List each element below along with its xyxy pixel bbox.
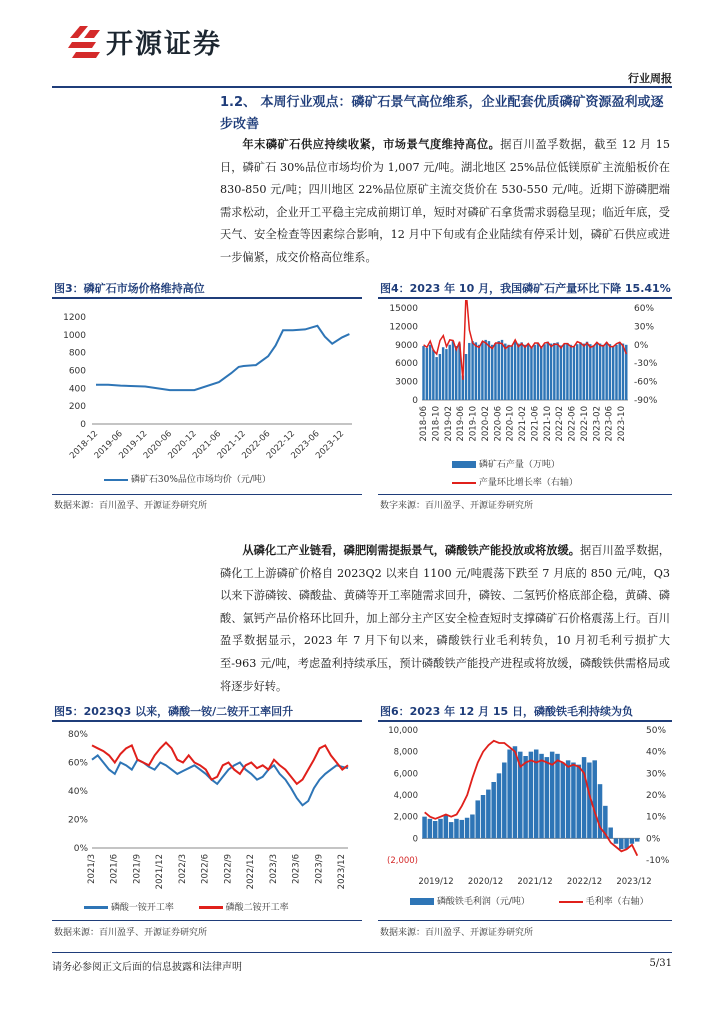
- y-tick-label: 20%: [646, 791, 667, 801]
- x-tick-label: 2023/9: [314, 854, 325, 884]
- bar-production: [468, 343, 470, 400]
- bar-production: [517, 344, 519, 400]
- x-tick-label: 2022-12: [264, 428, 298, 462]
- legend-line-swatch: [199, 906, 223, 909]
- x-tick-label: 2018-06: [419, 406, 429, 442]
- bar-production: [504, 344, 506, 400]
- x-tick-label: 2020-02: [480, 406, 491, 442]
- figure-5-chart: [52, 724, 362, 894]
- y-tick-label: 0%: [634, 340, 649, 351]
- paragraph-1-body: 据百川盈孚数据，截至 12 月 15 日，磷矿石 30%品位市场均价为 1,007 元/吨。湖北地区 25%品位低镁原矿主流船板价在 830-850 元/吨；四川地区 22%品位原矿主流交货价在 530-550 元/吨。近期下游磷肥端需求松动，企业开工平稳主完成前期订单，短时对磷矿石拿货需求弱稳呈现；临近年底，受天气、安全检查等因素综合影响，12 月中下旬或有企业陆续有停采计划，磷矿石供应或进一步偏紧，成交价格高位维系。: [220, 138, 670, 264]
- bar-profit: [465, 818, 470, 839]
- bar-profit: [529, 752, 534, 839]
- bar-production: [560, 345, 562, 400]
- figure-5-legend: [84, 900, 289, 913]
- bar-production: [550, 344, 552, 400]
- x-tick-label: 2023-06: [289, 428, 322, 462]
- legend-line-swatch: [104, 479, 128, 481]
- y-tick-label: 400: [68, 384, 86, 395]
- x-tick-label: 2022/3: [177, 854, 188, 884]
- x-tick-label: 2019-06: [92, 428, 125, 462]
- bar-profit: [608, 828, 613, 839]
- y-tick-label: -60%: [634, 377, 658, 388]
- y-tick-label: 10,000: [388, 726, 418, 736]
- bar-production: [465, 354, 467, 400]
- y-tick-label: 1000: [63, 330, 86, 341]
- bar-production: [432, 350, 434, 400]
- y-tick-label: 2,000: [393, 812, 418, 823]
- bar-profit: [566, 760, 571, 838]
- legend-bar-swatch: [452, 461, 476, 468]
- bar-profit: [545, 757, 550, 838]
- bar-production: [422, 346, 424, 400]
- x-tick-label: 2021/9: [132, 854, 143, 884]
- bar-production: [471, 341, 473, 400]
- bar-production: [514, 342, 516, 400]
- bar-production: [566, 343, 568, 400]
- series-line-map: [92, 755, 348, 805]
- x-tick-label: 2023/6: [291, 854, 302, 884]
- series-line-dap: [92, 743, 348, 784]
- x-tick-label: 2019-10: [468, 406, 479, 442]
- bar-production: [615, 345, 617, 400]
- y-tick-label: 0%: [646, 834, 661, 845]
- x-tick-label: 2023/12: [337, 854, 347, 890]
- bar-profit: [635, 838, 640, 841]
- y-tick-label: 0: [412, 834, 418, 845]
- figure-6-title: 图6：2023 年 12 月 15 日，磷酸铁毛利持续为负: [380, 705, 634, 718]
- bar-production: [605, 342, 607, 400]
- bar-production: [507, 345, 509, 400]
- x-tick-label: 2019-02: [443, 406, 454, 442]
- bar-production: [569, 345, 571, 400]
- x-tick-label: 2019-12: [117, 428, 150, 462]
- x-tick-label: 2019-06: [456, 406, 467, 442]
- bar-production: [488, 341, 490, 400]
- y-tick-label: 30%: [634, 322, 655, 333]
- y-tick-label: 12000: [389, 322, 418, 333]
- bar-profit: [438, 819, 443, 839]
- bar-production: [556, 342, 558, 400]
- bar-profit: [507, 750, 512, 839]
- bar-profit: [454, 819, 459, 839]
- bar-profit: [428, 819, 433, 839]
- bar-profit: [630, 838, 635, 843]
- figure-3-title: 图3：磷矿石市场价格维持高位: [54, 282, 205, 295]
- y-tick-label: 60%: [634, 304, 655, 314]
- legend-line-swatch: [84, 906, 108, 909]
- bar-production: [579, 342, 581, 400]
- figure-3-legend: [104, 472, 271, 485]
- y-tick-label: 40%: [646, 747, 667, 758]
- x-tick-label: 2023-06: [604, 406, 615, 442]
- x-tick-label: 2021-06: [191, 428, 224, 462]
- figure-4-bottom-rule: [378, 494, 672, 495]
- legend-label: 磷酸二铵开工率: [225, 903, 289, 913]
- x-tick-label: 2022-10: [579, 406, 590, 442]
- legend-item-line: [199, 903, 289, 913]
- y-tick-label: 8,000: [393, 747, 418, 758]
- bar-production: [475, 342, 477, 400]
- y-tick-label: 15000: [389, 304, 418, 314]
- bar-profit: [523, 756, 528, 838]
- legend-label: 磷矿石产量（万吨）: [478, 460, 560, 470]
- x-tick-label: 2023-10: [617, 406, 627, 442]
- figure-3-chart: [52, 300, 362, 492]
- bar-production: [596, 343, 598, 400]
- figure-6-chart: [378, 724, 672, 890]
- figure-5-rule: [52, 720, 362, 722]
- page-number: 5/31: [649, 958, 672, 969]
- y-tick-label: 60%: [67, 758, 88, 769]
- bar-production: [501, 340, 503, 400]
- x-tick-label: 2023/12: [616, 877, 652, 887]
- paragraph-2-body: 据百川盈孚数据，磷化工上游磷矿价格自 2023Q2 以来自 1100 元/吨震荡下跌至 7 月底的 850 元/吨，Q3 以来下游磷铵、磷酸盐、黄磷等开工率随需求回升，磷铵、二氢钙价格底部企稳，黄磷、磷酸、氯钙产品价格环比回升，加上部分主产区安全检查短时支撑磷矿石价格震荡上行。百川盈孚数据显示，2023 年 7 月下旬以来，磷酸铁行业毛利转负，10 月初毛利亏损扩大至-963 元/吨，考虑盈利持续承压，预计磷酸铁产能投产进程或将放缓，磷酸铁供需格局或将逐步好转。: [220, 544, 670, 693]
- figure-4-rule: [378, 297, 672, 299]
- y-tick-label: 6000: [395, 359, 418, 370]
- bar-production: [583, 344, 585, 400]
- figure-6-source: 数据来源：百川盈孚、开源证券研究所: [380, 928, 534, 938]
- bar-profit: [502, 763, 507, 839]
- x-tick-label: 2023/3: [268, 854, 279, 884]
- legend-item-line: [84, 903, 174, 913]
- bar-profit: [582, 757, 587, 838]
- bar-profit: [539, 754, 544, 839]
- y-tick-label: -90%: [634, 396, 658, 406]
- y-tick-label: 9000: [395, 340, 418, 351]
- x-tick-label: 2020/12: [467, 877, 504, 887]
- bar-production: [543, 344, 545, 400]
- legend-item-line: [452, 474, 578, 492]
- y-tick-label: 1200: [63, 312, 86, 323]
- bar-profit: [513, 746, 518, 838]
- x-tick-label: 2022/6: [200, 854, 211, 884]
- bar-production: [527, 344, 529, 400]
- x-tick-label: 2022/9: [223, 854, 234, 884]
- report-category: 行业周报: [628, 72, 672, 85]
- bar-profit: [491, 782, 496, 838]
- logo: [66, 24, 102, 60]
- y-tick-label: 0: [80, 420, 86, 430]
- y-tick-label: 50%: [646, 726, 667, 736]
- y-tick-label: 6,000: [393, 769, 418, 780]
- x-tick-label: 2022/12: [566, 877, 603, 887]
- bar-profit: [592, 760, 597, 838]
- bar-profit: [475, 800, 480, 838]
- x-tick-label: 2022-02: [555, 406, 566, 442]
- bar-production: [586, 342, 588, 400]
- bar-profit: [481, 795, 486, 838]
- series-line-price: [96, 326, 349, 390]
- paragraph-2: [220, 540, 670, 698]
- x-tick-label: 2021-06: [530, 406, 541, 442]
- x-tick-label: 2022/12: [246, 854, 257, 890]
- logo-text: 开源证券: [106, 29, 222, 60]
- legend-label: 产量环比增长率（右轴）: [478, 478, 578, 488]
- bar-production: [530, 347, 532, 400]
- bar-profit: [619, 838, 624, 849]
- bar-production: [599, 344, 601, 400]
- bar-production: [429, 345, 431, 400]
- figure-6-bottom-rule: [378, 920, 672, 921]
- y-tick-label: 800: [68, 348, 86, 359]
- paragraph-1-lead: 年末磷矿石供应持续收紧，市场景气度维持高位。: [242, 138, 501, 151]
- bar-production: [452, 341, 454, 400]
- bar-production: [455, 346, 457, 400]
- bar-production: [439, 354, 441, 400]
- bar-production: [563, 344, 565, 400]
- bar-production: [445, 349, 447, 400]
- bar-production: [592, 345, 594, 400]
- x-tick-label: 2019/12: [418, 877, 454, 887]
- x-tick-label: 2020-12: [166, 428, 199, 462]
- bar-production: [520, 342, 522, 400]
- x-tick-label: 2021/3: [87, 854, 97, 884]
- bar-production: [589, 344, 591, 400]
- bar-production: [478, 345, 480, 400]
- logo-mark-icon: [66, 24, 102, 60]
- x-tick-label: 2020-06: [493, 406, 504, 442]
- x-tick-label: 2018-12: [68, 428, 101, 462]
- figure-3-bottom-rule: [52, 494, 362, 495]
- legend-label: 磷酸一铵开工率: [110, 903, 174, 913]
- bar-profit: [571, 763, 576, 839]
- x-tick-label: 2021/12: [155, 854, 166, 890]
- bar-production: [553, 343, 555, 400]
- footer-rule: [52, 952, 672, 953]
- bar-profit: [433, 821, 438, 838]
- y-tick-label: 20%: [67, 815, 88, 826]
- figure-4-chart: [378, 300, 672, 452]
- bar-production: [442, 347, 444, 400]
- bar-production: [448, 345, 450, 400]
- legend-label: 磷酸铁毛利润（元/吨）: [436, 897, 530, 907]
- y-tick-label: 80%: [67, 730, 88, 740]
- footer-disclaimer: 请务必参阅正文后面的信息披露和法律声明: [52, 962, 242, 973]
- bar-production: [426, 348, 428, 400]
- bar-production: [435, 357, 437, 400]
- y-tick-label: 40%: [67, 787, 88, 797]
- figure-5-bottom-rule: [52, 920, 362, 921]
- y-tick-label: 0: [412, 396, 418, 406]
- bar-production: [622, 344, 624, 400]
- x-tick-label: 2020-10: [505, 406, 516, 442]
- legend-bar-swatch: [410, 898, 434, 905]
- x-tick-label: 2021-02: [518, 406, 528, 442]
- figure-4-source: 数字来源：百川盈孚、开源证券研究所: [380, 501, 534, 511]
- bar-profit: [555, 754, 560, 839]
- figure-3-source: 数据来源：百川盈孚、开源证券研究所: [54, 501, 208, 511]
- y-tick-label: -10%: [646, 856, 670, 866]
- bar-profit: [460, 820, 465, 838]
- y-tick-label: 0%: [73, 844, 88, 854]
- x-tick-label: 2023-12: [314, 428, 347, 462]
- legend-line-swatch: [452, 482, 476, 484]
- header-rule: [52, 86, 672, 88]
- bar-profit: [470, 815, 475, 839]
- bar-profit: [561, 763, 566, 839]
- bar-production: [533, 345, 535, 400]
- figure-5-title: 图5：2023Q3 以来，磷酸一铵/二铵开工率回升: [54, 705, 294, 718]
- x-tick-label: 2022-06: [567, 406, 578, 442]
- bar-profit: [444, 815, 449, 839]
- section-title: 1.2、 本周行业观点：磷矿石景气高位维系，企业配套优质磷矿资源盈利或逐步改善: [220, 95, 664, 132]
- bar-production: [481, 342, 483, 400]
- figure-3-rule: [52, 297, 362, 299]
- bar-production: [612, 346, 614, 400]
- legend-line-swatch: [559, 901, 583, 903]
- paragraph-1: [220, 134, 670, 270]
- legend-item-line: [559, 897, 649, 907]
- figure-6-legend: [410, 894, 649, 907]
- x-tick-label: 2021-10: [542, 406, 553, 442]
- y-tick-label: 30%: [646, 769, 667, 780]
- bar-profit: [576, 765, 581, 839]
- bar-production: [547, 342, 549, 400]
- bar-production: [524, 345, 526, 400]
- bar-production: [494, 343, 496, 400]
- y-tick-label: (2,000): [387, 856, 418, 866]
- bar-production: [491, 345, 493, 400]
- x-tick-label: 2018-10: [431, 406, 442, 442]
- bar-production: [484, 340, 486, 400]
- bar-production: [540, 346, 542, 400]
- y-tick-label: 10%: [646, 812, 667, 823]
- x-tick-label: 2023-02: [592, 406, 603, 442]
- bar-production: [537, 343, 539, 400]
- x-tick-label: 2021/6: [109, 854, 120, 884]
- legend-item-bar: [452, 456, 578, 474]
- x-tick-label: 2021/12: [517, 877, 553, 887]
- x-tick-label: 2020-06: [141, 428, 175, 462]
- bar-production: [602, 345, 604, 400]
- bar-profit: [486, 790, 491, 839]
- legend-item-bar: [410, 897, 530, 907]
- bar-production: [498, 341, 500, 400]
- x-tick-label: 2022-06: [240, 428, 273, 462]
- figure-4-legend: [452, 456, 578, 492]
- y-tick-label: 600: [68, 366, 86, 377]
- bar-production: [609, 344, 611, 400]
- bar-profit: [614, 838, 619, 843]
- bar-production: [511, 346, 513, 400]
- x-tick-label: 2021-12: [215, 428, 248, 462]
- figure-4-title: 图4：2023 年 10 月，我国磷矿石产量环比下降 15.41%: [380, 282, 671, 295]
- paragraph-2-lead: 从磷化工产业链看，磷肥刚需提振景气，磷酸铁产能投放或将放缓。: [242, 544, 581, 557]
- y-tick-label: 4,000: [393, 791, 418, 801]
- legend-label: 磷矿石30%品位市场均价（元/吨）: [130, 475, 271, 485]
- bar-production: [618, 342, 620, 400]
- y-tick-label: 200: [68, 402, 86, 413]
- legend-label: 毛利率（右轴）: [585, 897, 649, 907]
- y-tick-label: 3000: [395, 377, 418, 388]
- bar-production: [573, 347, 575, 400]
- y-tick-label: -30%: [634, 359, 658, 370]
- bar-profit: [449, 822, 454, 838]
- figure-5-source: 数据来源：百川盈孚、开源证券研究所: [54, 928, 208, 938]
- bar-profit: [497, 773, 502, 838]
- figure-6-rule: [378, 720, 672, 722]
- bar-profit: [422, 817, 427, 839]
- bar-production: [576, 344, 578, 400]
